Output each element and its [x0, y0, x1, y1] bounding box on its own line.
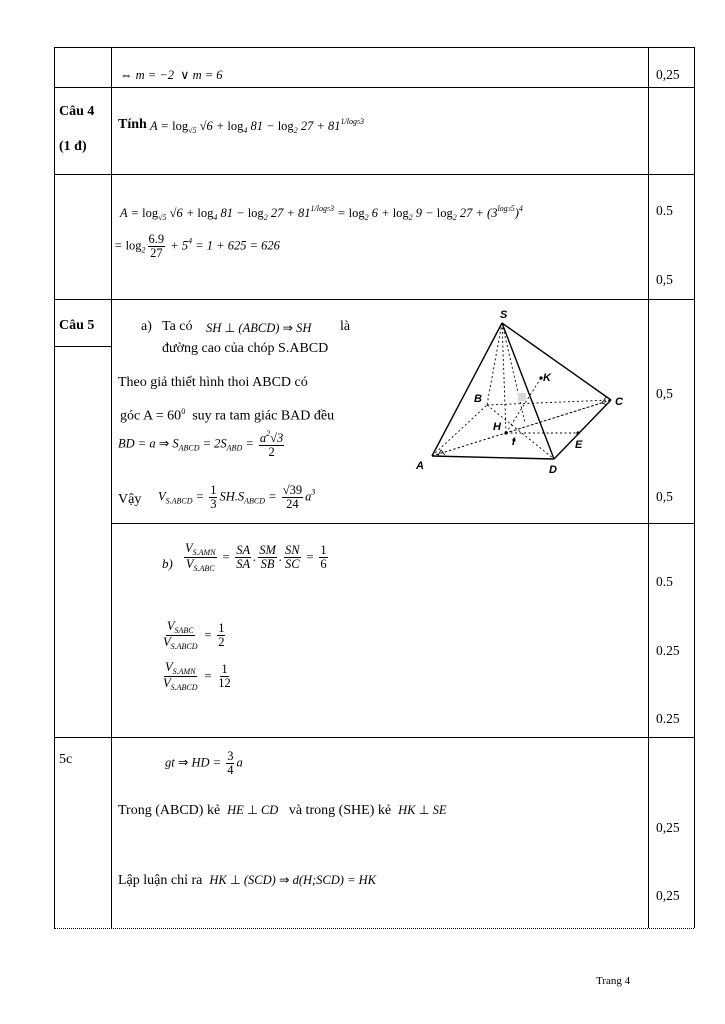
table-bottom-border [54, 928, 694, 929]
column-divider-label [111, 47, 112, 928]
q5c-conclusion: Lập luận chỉ ra HK ⊥ (SCD) ⇒ d(H;SCD) = HK [118, 873, 376, 888]
q5a-vay: Vậy [118, 492, 142, 507]
row1-score: 0,25 [656, 67, 680, 82]
row4-score-1: 0,5 [656, 386, 673, 401]
page-footer: Trang 4 [596, 975, 631, 987]
q5a-intro: Ta có [162, 319, 193, 334]
table-left-border [54, 47, 55, 928]
q5b-ratio-twelfth: $\frac{V_{S.AMN}}{V_{S.ABCD}}$ = $\frac{1}{12}$ [163, 660, 231, 693]
pyramid-figure [410, 305, 640, 480]
q5b-marker: b) [162, 556, 173, 571]
vertex-label-h: H [493, 421, 501, 433]
row-divider-1 [54, 87, 694, 88]
row4-score-2: 0,5 [656, 489, 673, 504]
vertex-label-c: C [615, 396, 623, 408]
q5a-marker: a) [141, 319, 152, 334]
q5a-altitude: đường cao của chóp S.ABCD [162, 341, 329, 356]
q4-points: (1 đ) [59, 139, 87, 154]
column-divider-score [648, 47, 649, 928]
q5c-label: 5c [59, 752, 73, 767]
vertex-label-b: B [474, 393, 482, 405]
row5-score-2: 0.25 [656, 643, 680, 658]
vertex-label-i: I [512, 436, 516, 448]
table-top-border [54, 47, 694, 48]
row3-score-2: 0,5 [656, 272, 673, 287]
vertex-label-k: K [543, 372, 551, 384]
q5a-angle: góc $A = 60^0$ suy ra tam giác BAD đều [120, 407, 335, 424]
row5-score-1: 0.5 [656, 574, 673, 589]
vertex-label-e: E [575, 439, 583, 451]
table-right-border [694, 47, 695, 928]
row1-equivalence: ⇔ m = −2 ∨ m = 6 [120, 68, 223, 82]
q5c-construction: Trong (ABCD) kẻ HE ⊥ CD và trong (SHE) kẻ HK ⊥ SE [118, 803, 447, 818]
q5b-ratio-half: $\frac{V_{SABC}}{V_{S.ABCD}}$ = $\frac{1}{2}$ [163, 619, 225, 652]
q5b-ratio: $\frac{V_{S.AMN}}{V_{S.ABC}}$ = $\frac{SA}{SA}$ . $\frac{SM}{SB}$ . $\frac{SN}{SC}$ = $\frac{1}{6}$ [185, 541, 327, 574]
row-divider-2 [54, 174, 694, 175]
row-divider-q5-left [54, 346, 111, 347]
row-divider-5 [54, 737, 694, 738]
q4-label: Câu 4 [59, 104, 95, 119]
q4-expression: $A = \log_{√5} √6 + \log_4 81 - \log_2 27 + 81^{1/log53}$ [150, 117, 364, 135]
row5-score-3: 0.25 [656, 711, 680, 726]
row-divider-3 [54, 299, 694, 300]
q5a-sh-perp: SH ⊥ (ABCD) ⇒ SH [206, 321, 312, 335]
q4-solution-line1: $A = \log_{√5} √6 + \log_4 81 - \log_2 27 + 81^{1/log53} = \log_2 6 + \log_2 9 - \log_2 27 + (3^{log35})^4$ [120, 204, 523, 222]
q4-solution-line2: = $\log_2$ $\frac{6.9}{27}$ + $5^4 = 1 + 625 = 626$ [114, 232, 280, 261]
q5a-rhombus: Theo giả thiết hình thoi ABCD có [118, 375, 308, 390]
q5a-la: là [340, 319, 351, 334]
row3-score-1: 0.5 [656, 203, 673, 218]
q5-label: Câu 5 [59, 318, 95, 333]
vertex-label-d: D [549, 464, 557, 476]
q5a-area: BD = a ⇒ $S_{ABCD} = 2S_{ABD}$ = $\frac{a^2√3}{2}$ [118, 429, 284, 460]
row-divider-4 [111, 523, 694, 524]
q5c-hd: gt ⇒ HD = $\frac{3}{4}$ a [165, 749, 243, 778]
vertex-label-s: S [500, 309, 508, 321]
vertex-label-a: A [416, 460, 424, 472]
row6-score-1: 0,25 [656, 820, 680, 835]
q5a-volume: $V_{S.ABCD}$ = $\frac{1}{3}$ $SH.S_{ABCD}$ = $\frac{√39}{24}$ $a^3$ [158, 483, 316, 512]
q4-verb: Tính [118, 117, 147, 132]
row6-score-2: 0,25 [656, 888, 680, 903]
